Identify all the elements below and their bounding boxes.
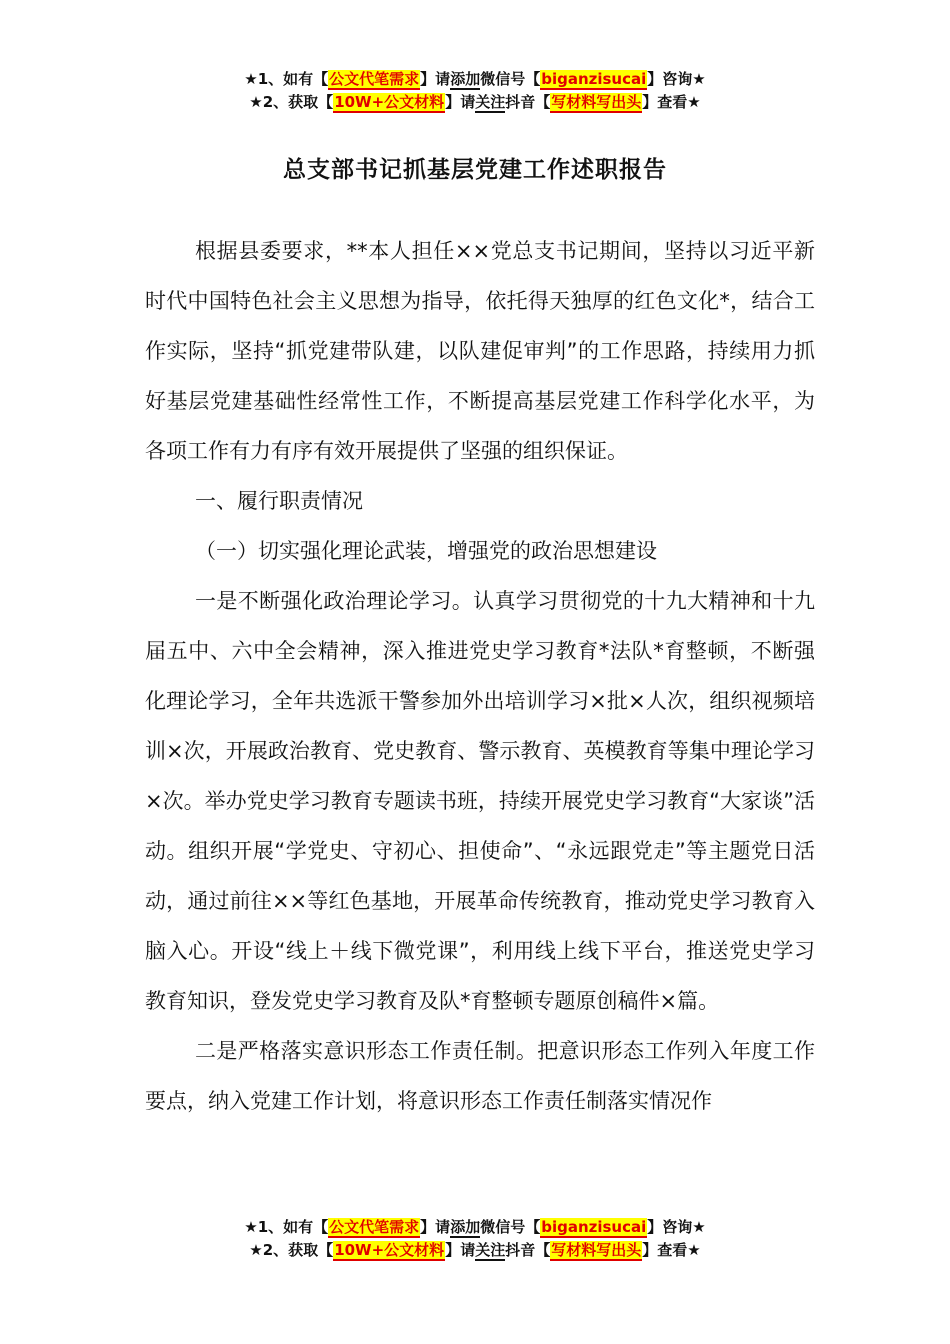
- document-body: [145, 226, 815, 1126]
- banner-line-2: [0, 1239, 950, 1262]
- banner-douyin-id: 写材料写出头: [551, 1241, 642, 1259]
- banner-emphasis: 关注: [475, 1241, 506, 1259]
- banner-wechat-id: biganzisucai: [541, 1218, 647, 1236]
- banner-text: 微信号【: [480, 1218, 541, 1236]
- section-heading: 一、履行职责情况: [195, 489, 363, 513]
- banner-highlight: 公文代笔需求: [329, 1218, 420, 1236]
- banner-text: 抖音【: [505, 1241, 551, 1259]
- banner-text: 】请: [420, 1218, 451, 1236]
- banner-text: 】请: [445, 1241, 476, 1259]
- footer-banner: [0, 1216, 950, 1262]
- banner-text: 】请: [445, 93, 476, 111]
- banner-text: ★1、如有【: [244, 1218, 329, 1236]
- banner-text: 】咨询★: [647, 1218, 706, 1236]
- banner-highlight: 10W+公文材料: [334, 93, 445, 111]
- banner-text: 微信号【: [480, 70, 541, 88]
- header-banner: [0, 68, 950, 114]
- body-paragraph: 一是不断强化政治理论学习。认真学习贯彻党的十九大精神和十九届五中、六中全会精神，深入推进党史学习教育*法队*育整顿，不断强化理论学习，全年共选派干警参加外出培训学习×批×人次，组织视频培训×次，开展政治教育、党史教育、警示教育、英模教育等集中理论学习×次。举办党史学习教育专题读书班，持续开展党史学习教育“大家谈”活动。组织开展“学党史、守初心、担使命”、“永远跟党走”等主题党日活动，通过前往××等红色基地，开展革命传统教育，推动党史学习教育入脑入心。开设“线上＋线下微党课”，利用线上线下平台，推送党史学习教育知识，登发党史学习教育及队*育整顿专题原创稿件×篇。: [145, 589, 815, 1013]
- banner-line-2: [0, 91, 950, 114]
- banner-line-1: [0, 68, 950, 91]
- intro-paragraph: 根据县委要求，**本人担任××党总支书记期间，坚持以习近平新时代中国特色社会主义思想为指导，依托得天独厚的红色文化*，结合工作实际，坚持“抓党建带队建，以队建促审判”的工作思路，持续用力抓好基层党建基础性经常性工作，不断提高基层党建工作科学化水平，为各项工作有力有序有效开展提供了坚强的组织保证。: [145, 239, 815, 463]
- banner-highlight: 10W+公文材料: [334, 1241, 445, 1259]
- subsection-heading: （一）切实强化理论武装，增强党的政治思想建设: [195, 539, 657, 563]
- banner-text: ★2、获取【: [249, 93, 334, 111]
- banner-text: 】咨询★: [647, 70, 706, 88]
- banner-text: 】请: [420, 70, 451, 88]
- banner-emphasis: 添加: [450, 1218, 481, 1236]
- banner-emphasis: 添加: [450, 70, 481, 88]
- banner-line-1: [0, 1216, 950, 1239]
- document-title: 总支部书记抓基层党建工作述职报告: [283, 157, 667, 183]
- banner-text: ★1、如有【: [244, 70, 329, 88]
- body-paragraph: 二是严格落实意识形态工作责任制。把意识形态工作列入年度工作要点，纳入党建工作计划，将意识形态工作责任制落实情况作: [145, 1039, 815, 1113]
- banner-wechat-id: biganzisucai: [541, 70, 647, 88]
- banner-douyin-id: 写材料写出头: [551, 93, 642, 111]
- banner-text: ★2、获取【: [249, 1241, 334, 1259]
- banner-text: 】查看★: [642, 1241, 701, 1259]
- banner-emphasis: 关注: [475, 93, 506, 111]
- banner-highlight: 公文代笔需求: [329, 70, 420, 88]
- banner-text: 】查看★: [642, 93, 701, 111]
- banner-text: 抖音【: [505, 93, 551, 111]
